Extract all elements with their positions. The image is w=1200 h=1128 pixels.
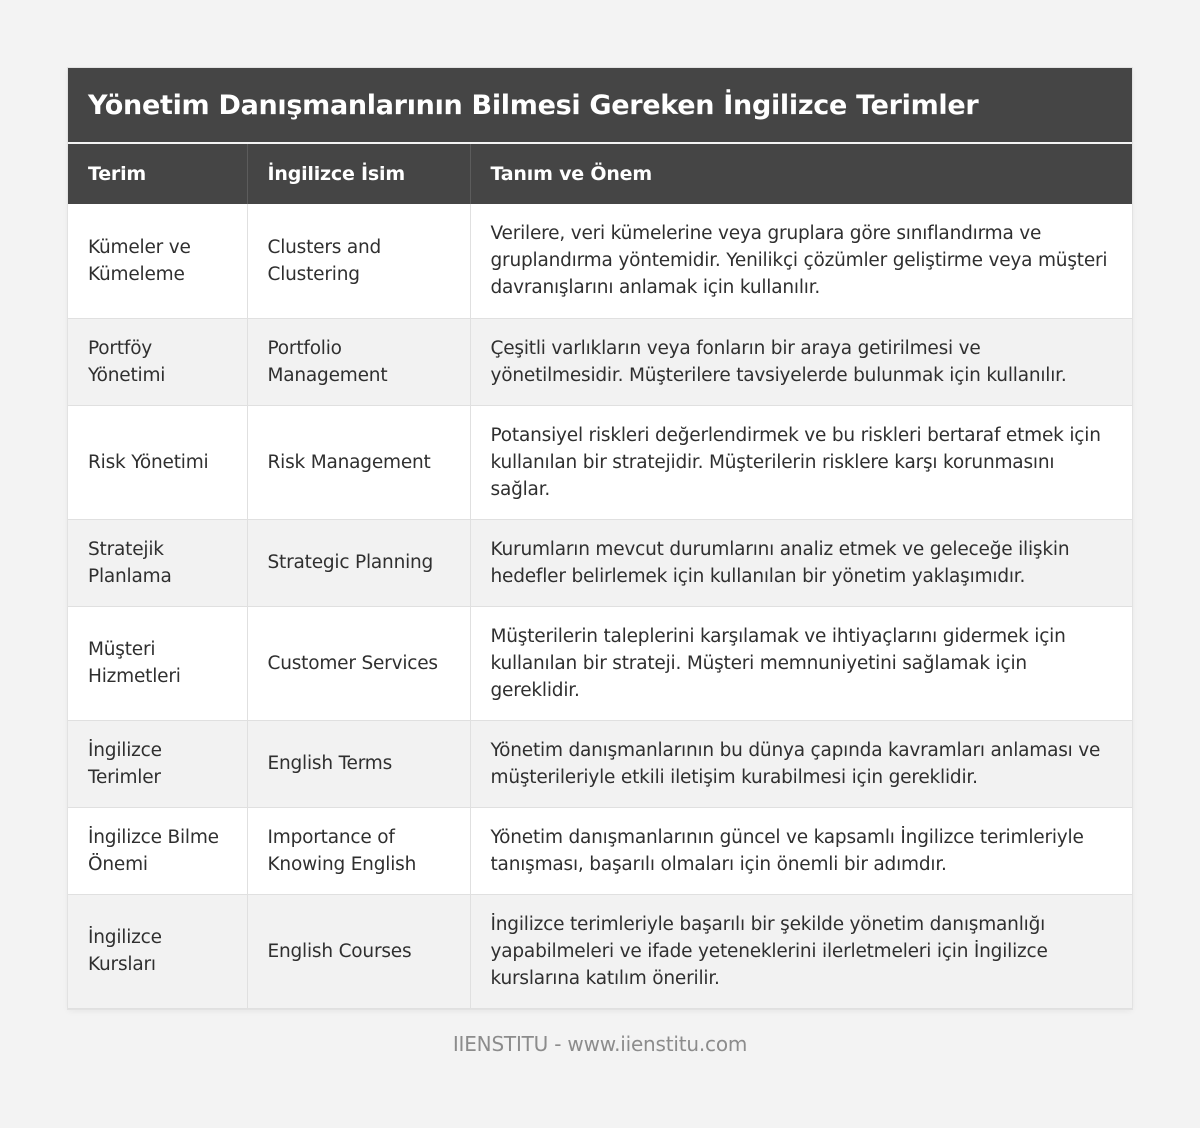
table-row xyxy=(68,519,1132,606)
definition-cell: Yönetim danışmanlarının bu dünya çapında kavramları anlaması ve müşterileriyle etkili iletişim kurabilmesi için gereklidir. xyxy=(470,720,1132,807)
definition-cell: İngilizce terimleriyle başarılı bir şekilde yönetim danışmanlığı yapabilmeleri ve ifade yeteneklerini ilerletmeleri için İngilizce kurslarına katılım önerilir. xyxy=(470,894,1132,1008)
term-cell: Portföy Yönetimi xyxy=(68,318,247,405)
term-cell: Risk Yönetimi xyxy=(68,405,247,519)
terms-table xyxy=(68,144,1132,1009)
term-cell: Kümeler ve Kümeleme xyxy=(68,204,247,318)
table-row xyxy=(68,606,1132,720)
english-name-cell: English Courses xyxy=(247,894,470,1008)
terms-card xyxy=(68,68,1132,1009)
column-header-term: Terim xyxy=(68,144,247,204)
english-name-cell: Customer Services xyxy=(247,606,470,720)
footer-credit: IIENSTITU - www.iienstitu.com xyxy=(452,1032,748,1056)
definition-cell: Müşterilerin taleplerini karşılamak ve ihtiyaçlarını gidermek için kullanılan bir strateji. Müşteri memnuniyetini sağlamak için gereklidir. xyxy=(470,606,1132,720)
term-cell: Stratejik Planlama xyxy=(68,519,247,606)
english-name-cell: English Terms xyxy=(247,720,470,807)
english-name-cell: Risk Management xyxy=(247,405,470,519)
definition-cell: Verilere, veri kümelerine veya gruplara göre sınıflandırma ve gruplandırma yöntemidir. Yenilikçi çözümler geliştirme veya müşteri davranışlarını anlamak için kullanılır. xyxy=(470,204,1132,318)
table-row xyxy=(68,894,1132,1008)
definition-cell: Potansiyel riskleri değerlendirmek ve bu riskleri bertaraf etmek için kullanılan bir stratejidir. Müşterilerin risklere karşı korunmasını sağlar. xyxy=(470,405,1132,519)
english-name-cell: Portfolio Management xyxy=(247,318,470,405)
column-header-english-name: İngilizce İsim xyxy=(247,144,470,204)
english-name-cell: Clusters and Clustering xyxy=(247,204,470,318)
term-cell: İngilizce Bilme Önemi xyxy=(68,807,247,894)
term-cell: Müşteri Hizmetleri xyxy=(68,606,247,720)
table-row xyxy=(68,807,1132,894)
title-bar xyxy=(68,68,1132,144)
definition-cell: Yönetim danışmanlarının güncel ve kapsamlı İngilizce terimleriyle tanışması, başarılı olmaları için önemli bir adımdır. xyxy=(470,807,1132,894)
english-name-cell: Strategic Planning xyxy=(247,519,470,606)
table-header-row xyxy=(68,144,1132,204)
table-row xyxy=(68,318,1132,405)
english-name-cell: Importance of Knowing English xyxy=(247,807,470,894)
definition-cell: Çeşitli varlıkların veya fonların bir araya getirilmesi ve yönetilmesidir. Müşterilere tavsiyelerde bulunmak için kullanılır. xyxy=(470,318,1132,405)
column-header-definition: Tanım ve Önem xyxy=(470,144,1132,204)
table-row xyxy=(68,204,1132,318)
table-row xyxy=(68,720,1132,807)
term-cell: İngilizce Terimler xyxy=(68,720,247,807)
term-cell: İngilizce Kursları xyxy=(68,894,247,1008)
table-row xyxy=(68,405,1132,519)
definition-cell: Kurumların mevcut durumlarını analiz etmek ve geleceğe ilişkin hedefler belirlemek için kullanılan bir yönetim yaklaşımıdır. xyxy=(470,519,1132,606)
page-title: Yönetim Danışmanlarının Bilmesi Gereken İngilizce Terimler xyxy=(88,89,979,121)
